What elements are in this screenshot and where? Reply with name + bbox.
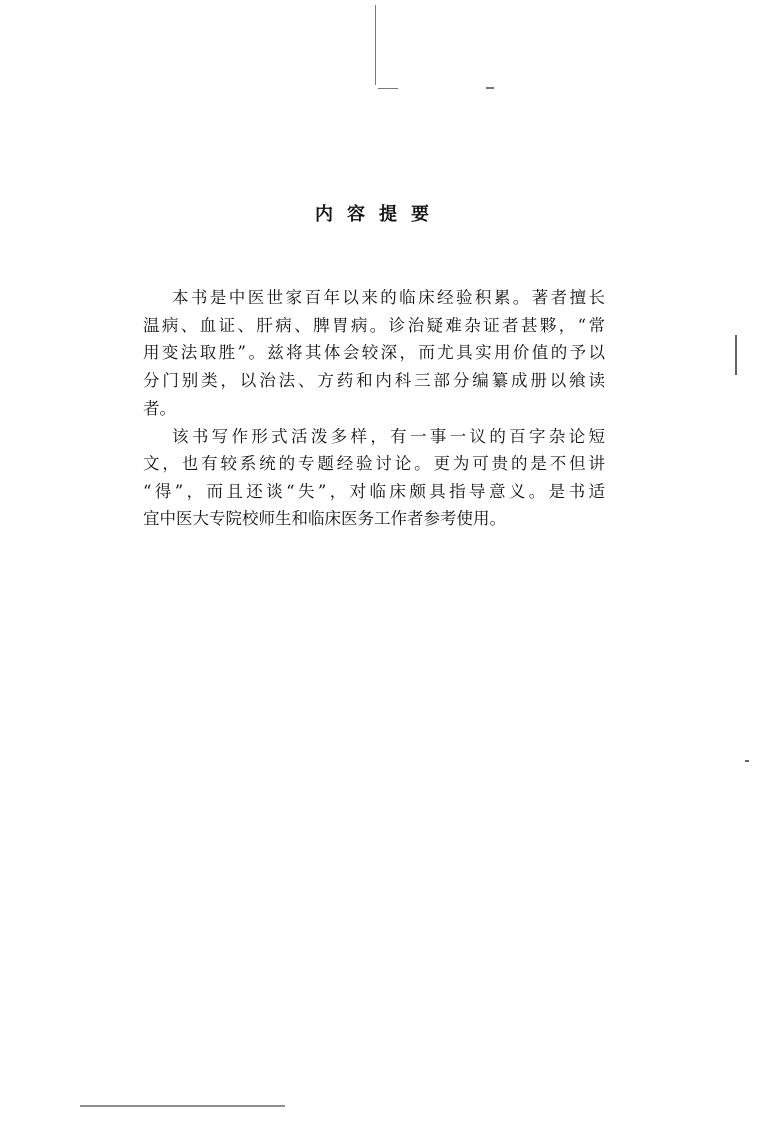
scan-artifact: [80, 1105, 285, 1107]
scan-artifact: [375, 5, 376, 85]
text-line: 宜中医大专院校师生和临床医务工作者参考使用。: [143, 509, 506, 528]
scan-artifact: [735, 335, 737, 375]
scan-artifact: [378, 88, 398, 89]
text-line: 该书写作形式活泼多样，有一事一议的百字杂论短: [172, 427, 605, 446]
text-line: 者。: [143, 399, 176, 418]
text-line: 温病、血证、肝病、脾胃病。诊治疑难杂证者甚夥，“常: [143, 316, 605, 335]
text-line: 文，也有较系统的专题经验讨论。更为可贵的是不但讲: [143, 454, 605, 473]
scan-artifact: [486, 87, 494, 89]
text-line: 本书是中医世家百年以来的临床经验积累。著者擅长: [172, 288, 605, 307]
text-line: 分门别类，以治法、方药和内科三部分编纂成册以飨读: [143, 371, 605, 390]
page-title: 内容提要: [315, 204, 443, 225]
scan-artifact: [745, 760, 749, 762]
text-line: “得”，而且还谈“失”，对临床颇具指导意义。是书适: [143, 482, 605, 501]
text-line: 用变法取胜”。兹将其体会较深，而尤具实用价值的予以: [143, 343, 605, 362]
